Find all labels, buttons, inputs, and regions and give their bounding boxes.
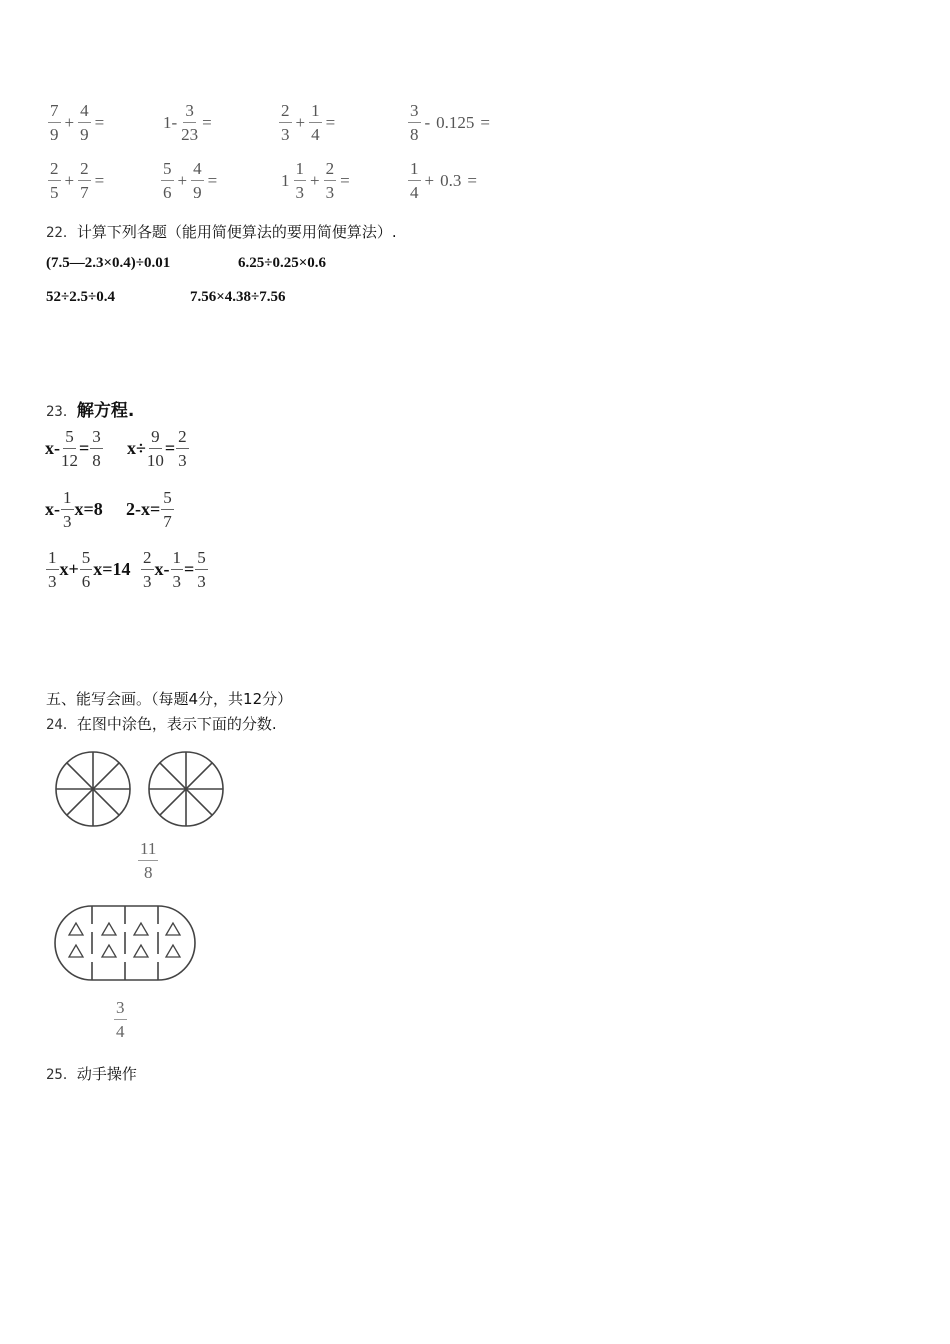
operator: = [467, 170, 477, 190]
question-23-heading [46, 396, 134, 421]
triangle-icon [69, 923, 83, 935]
equation-3b [140, 549, 209, 590]
denominator: 4 [311, 125, 320, 144]
denominator: 8 [410, 125, 419, 144]
denominator: 3 [172, 572, 181, 591]
numerator: 1 [309, 102, 322, 123]
eq-text: x- [45, 438, 60, 458]
eq-text: = [184, 559, 195, 579]
denominator: 5 [50, 183, 59, 202]
numerator: 2 [141, 549, 154, 570]
denominator: 4 [410, 183, 419, 202]
numerator: 7 [48, 102, 61, 123]
calc-expression [407, 102, 493, 143]
eq-text: = [164, 438, 176, 458]
calc-item: 6.25÷0.25×0.6 [238, 255, 327, 271]
eq-text: x=8 [74, 499, 103, 519]
operator: 1- [163, 112, 178, 132]
calc-expression [278, 102, 338, 143]
fraction [161, 489, 174, 530]
denominator: 9 [50, 125, 59, 144]
question-number: 25． [46, 1067, 77, 1083]
operator: = [325, 112, 336, 132]
numerator: 1 [61, 489, 74, 510]
triangle-icon [134, 945, 148, 957]
fraction [181, 102, 198, 143]
fraction [176, 428, 189, 469]
operator: 0.3 [440, 170, 462, 190]
operator: - [424, 112, 431, 132]
numerator: 3 [114, 999, 127, 1020]
fraction [78, 102, 91, 143]
triangle-icon [69, 945, 83, 957]
operator: = [340, 170, 350, 190]
fraction [80, 549, 93, 590]
fraction [46, 549, 59, 590]
fraction [48, 160, 61, 201]
operator: = [202, 112, 212, 132]
operator: + [64, 112, 75, 132]
denominator: 3 [325, 183, 335, 202]
operator: 1 [281, 170, 290, 190]
fraction [61, 428, 78, 469]
fraction [195, 549, 208, 590]
denominator: 10 [146, 451, 164, 470]
fraction [147, 428, 164, 469]
triangle-icon [134, 923, 148, 935]
fraction [161, 160, 174, 201]
denominator: 3 [281, 125, 290, 144]
eq-text: x+ [59, 559, 79, 579]
fraction [141, 549, 154, 590]
calc-expression [160, 160, 220, 201]
numerator: 5 [63, 428, 76, 449]
eq-text: x÷ [127, 438, 146, 458]
equation-2b [126, 489, 175, 530]
denominator: 3 [178, 451, 187, 470]
question-22-heading [46, 221, 397, 242]
denominator: 8 [143, 863, 153, 882]
fraction [61, 489, 74, 530]
fraction [294, 160, 307, 201]
numerator: 1 [408, 160, 421, 181]
denominator: 23 [181, 125, 199, 144]
numerator: 2 [324, 160, 337, 181]
fraction [279, 102, 292, 143]
numerator: 4 [191, 160, 204, 181]
denominator: 3 [143, 572, 152, 591]
denominator: 3 [48, 572, 57, 591]
fraction-caption-2 [113, 999, 128, 1040]
fraction [138, 840, 158, 881]
denominator: 3 [63, 512, 72, 531]
numerator: 3 [183, 102, 196, 123]
denominator: 9 [80, 125, 89, 144]
operator: 0.125 [436, 112, 475, 132]
numerator: 1 [46, 549, 59, 570]
fraction [408, 160, 421, 201]
triangle-icon [166, 945, 180, 957]
calc-item: 7.56×4.38÷7.56 [190, 289, 286, 305]
fraction [78, 160, 91, 201]
numerator: 5 [195, 549, 208, 570]
fraction [114, 999, 127, 1040]
circle-divided-8-right [149, 752, 223, 826]
numerator: 2 [48, 160, 61, 181]
eq-text: = [79, 438, 90, 458]
fraction [309, 102, 322, 143]
numerator: 3 [90, 428, 103, 449]
denominator: 3 [295, 183, 304, 202]
calc-expression [160, 102, 215, 143]
numerator: 4 [78, 102, 91, 123]
operator: + [177, 170, 188, 190]
fraction [324, 160, 337, 201]
calc-expression [47, 160, 107, 201]
fraction [48, 102, 61, 143]
numerator: 11 [138, 840, 158, 861]
operator: = [94, 170, 105, 190]
numerator: 9 [149, 428, 162, 449]
numerator: 3 [408, 102, 421, 123]
operator: = [94, 112, 105, 132]
fraction [171, 549, 184, 590]
numerator: 2 [78, 160, 91, 181]
two-circles-figure [50, 748, 240, 833]
triangle-icon [102, 923, 116, 935]
denominator: 4 [116, 1022, 125, 1041]
numerator: 2 [176, 428, 189, 449]
operator: + [64, 170, 75, 190]
question-text: 计算下列各题（能用简便算法的要用简便算法）. [76, 223, 397, 241]
question-25-heading [46, 1063, 137, 1084]
equation-1b [127, 428, 190, 469]
question-text: 在图中涂色，表示下面的分数. [76, 715, 277, 733]
stadium-triangles-figure [54, 902, 196, 984]
triangle-icon [166, 923, 180, 935]
circle-divided-8-left [56, 752, 130, 826]
calc-expression [278, 160, 353, 201]
numerator: 1 [294, 160, 307, 181]
calc-expression [47, 102, 107, 143]
numerator: 5 [161, 489, 174, 510]
denominator: 8 [92, 451, 101, 470]
numerator: 1 [171, 549, 184, 570]
operator: + [310, 170, 320, 190]
denominator: 9 [193, 183, 202, 202]
eq-text: 2-x= [126, 499, 161, 519]
denominator: 3 [197, 572, 206, 591]
eq-text: x- [154, 559, 170, 579]
question-number: 24． [46, 717, 77, 733]
operator: = [207, 170, 218, 190]
calc-expression [407, 160, 480, 201]
numerator: 5 [161, 160, 174, 181]
triangle-icon [102, 945, 116, 957]
numerator: 5 [80, 549, 93, 570]
denominator: 6 [81, 572, 91, 591]
question-number: 22． [46, 225, 77, 241]
operator: = [480, 112, 491, 132]
equation-2a [45, 489, 103, 530]
section-5-title: 五、能写会画。（每题4分，共12分） [46, 690, 293, 708]
eq-text: x=14 [93, 559, 131, 579]
equation-1a [45, 428, 104, 469]
fraction [408, 102, 421, 143]
fraction [90, 428, 103, 469]
calc-item: 52÷2.5÷0.4 [46, 289, 115, 305]
operator: + [424, 170, 435, 190]
denominator: 6 [163, 183, 172, 202]
denominator: 12 [61, 451, 78, 470]
fraction-caption-1 [137, 840, 159, 881]
operator: + [295, 112, 306, 132]
fraction [191, 160, 204, 201]
calc-item: (7.5—2.3×0.4)÷0.01 [46, 255, 171, 271]
numerator: 2 [279, 102, 292, 123]
equation-3a [45, 549, 131, 590]
denominator: 7 [80, 183, 89, 202]
eq-text: x- [45, 499, 60, 519]
denominator: 7 [163, 512, 172, 531]
question-text: 动手操作 [76, 1065, 137, 1083]
question-number: 23． [46, 404, 77, 420]
question-text: 解方程. [76, 401, 135, 421]
question-24-heading [46, 713, 277, 734]
